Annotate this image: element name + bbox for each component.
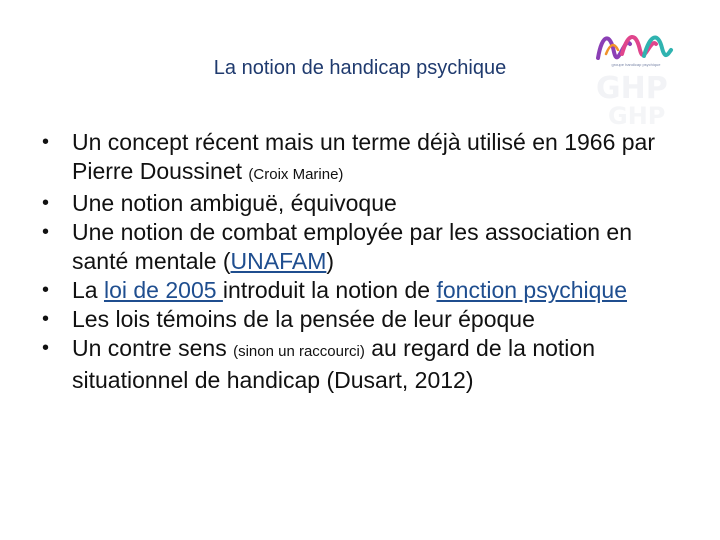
bullet-text: Un contre sens xyxy=(72,335,234,361)
bullet-dot: • xyxy=(42,308,50,330)
fonction-psychique-link[interactable]: fonction psychique xyxy=(436,277,627,303)
bullet-text: La xyxy=(72,277,104,303)
loi-2005-link[interactable]: loi de 2005 xyxy=(103,277,223,303)
svg-text:GHP: GHP xyxy=(596,71,668,106)
bullet-text-small: (Croix Marine) xyxy=(248,166,344,183)
bullet-text: Une notion ambiguë, équivoque xyxy=(72,190,397,216)
bullet-text: Une notion de combat employée par les association en santé mentale ( xyxy=(72,219,633,274)
bullet-list xyxy=(40,128,680,395)
unafam-link[interactable]: UNAFAM xyxy=(230,248,327,274)
bullet-dot: • xyxy=(42,337,50,359)
bullet-dot: • xyxy=(42,131,50,153)
bullet-dot: • xyxy=(42,279,50,301)
bullet-item xyxy=(40,128,680,189)
bullet-item xyxy=(40,276,680,305)
svg-text:GHP: GHP xyxy=(608,102,666,130)
bullet-text: Un concept récent mais un terme déjà utilisé en 1966 par Pierre Doussinet xyxy=(72,129,655,184)
bullet-text: introduit la notion de xyxy=(222,277,437,303)
slide-title: La notion de handicap psychique xyxy=(213,57,507,79)
logo-caption: groupe handicap psychique xyxy=(611,62,661,67)
bullet-text: au regard de la notion situationnel de handicap (Dusart, 2012) xyxy=(72,335,595,393)
bullet-dot: • xyxy=(42,221,50,243)
bullet-text-small: (sinon un raccourci) xyxy=(233,343,365,360)
bullet-item xyxy=(40,334,680,395)
bullet-item xyxy=(40,189,680,218)
bullet-text: Les lois témoins de la pensée de leur époque xyxy=(72,306,535,332)
bullet-text: ) xyxy=(326,248,335,274)
bullet-item xyxy=(40,218,680,276)
bullet-dot: • xyxy=(42,192,50,214)
bullet-item xyxy=(40,305,680,334)
